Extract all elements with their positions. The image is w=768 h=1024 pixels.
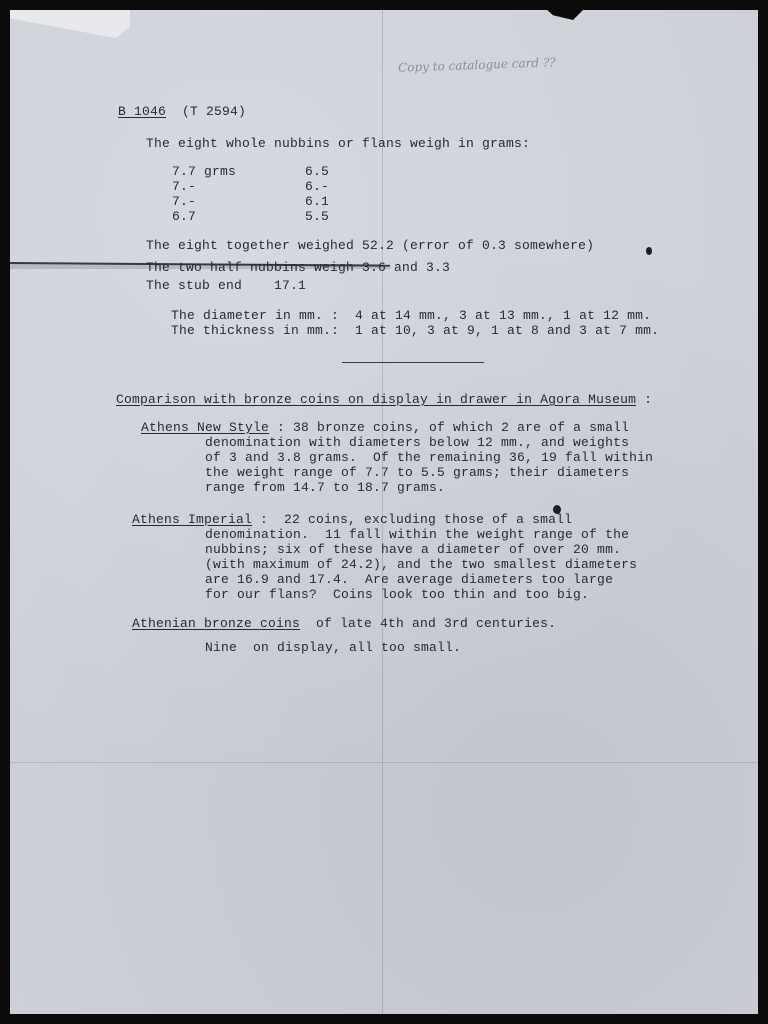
comparison-heading-text: Comparison with bronze coins on display in drawer in Agora Museum xyxy=(116,392,637,407)
weight-col2-0: 6.5 xyxy=(305,164,330,179)
new-style-line-4: range from 14.7 to 18.7 grams. xyxy=(205,480,446,495)
section-divider xyxy=(342,362,484,363)
athenian-line xyxy=(132,616,556,631)
comparison-heading xyxy=(116,392,652,407)
torn-corner xyxy=(10,10,130,38)
imperial-line-0 xyxy=(132,512,572,527)
stub-line xyxy=(146,278,306,293)
new-style-line-2: of 3 and 3.8 grams. Of the remaining 36, 19 fall within xyxy=(205,450,654,465)
imperial-line-4: are 16.9 and 17.4. Are average diameters too large xyxy=(205,572,614,587)
paper-nick xyxy=(545,8,585,20)
imperial-label: Athens Imperial xyxy=(132,512,253,527)
weight-col2-3: 5.5 xyxy=(305,209,330,224)
new-style-line-1: denomination with diameters below 12 mm., and weights xyxy=(205,435,630,450)
weight-col1-1: 7.- xyxy=(172,179,197,194)
imperial-line-5: for our flans? Coins look too thin and too big. xyxy=(205,587,590,602)
stub-value: 17.1 xyxy=(274,278,307,293)
half-nubbins-line: The two half nubbins weigh 3.6 and 3.3 xyxy=(146,260,451,275)
intro-line: The eight whole nubbins or flans weigh in grams: xyxy=(146,136,531,151)
imperial-line-1: denomination. 11 fall within the weight range of the xyxy=(205,527,630,542)
athenian-note: Nine on display, all too small. xyxy=(205,640,462,655)
document-page xyxy=(10,10,758,1014)
together-line: The eight together weighed 52.2 (error of 0.3 somewhere) xyxy=(146,238,595,253)
weight-col1-2: 7.- xyxy=(172,194,197,209)
ink-blot xyxy=(646,247,652,255)
inventory-ref: (T 2594) xyxy=(182,104,247,119)
new-style-label: Athens New Style xyxy=(141,420,270,435)
handwritten-note: Copy to catalogue card ?? xyxy=(397,55,556,75)
new-style-line-0 xyxy=(141,420,629,435)
stub-label: The stub end xyxy=(146,278,243,293)
imperial-line-3: (with maximum of 24.2), and the two smallest diameters xyxy=(205,557,638,572)
weight-col1-3: 6.7 xyxy=(172,209,197,224)
new-style-line-3: the weight range of 7.7 to 5.5 grams; their diameters xyxy=(205,465,630,480)
athenian-suffix: of late 4th and 3rd centuries. xyxy=(300,616,557,631)
horizontal-fold xyxy=(10,762,758,763)
catalog-ref: B 1046 xyxy=(118,104,167,119)
weight-col2-1: 6.- xyxy=(305,179,330,194)
imperial-line-2: nubbins; six of these have a diameter of over 20 mm. xyxy=(205,542,622,557)
imperial-text-0: : 22 coins, excluding those of a small xyxy=(252,512,573,527)
thickness-line: The thickness in mm.: 1 at 10, 3 at 9, 1 at 8 and 3 at 7 mm. xyxy=(171,323,660,338)
new-style-text-0: : 38 bronze coins, of which 2 are of a small xyxy=(269,420,630,435)
athenian-label: Athenian bronze coins xyxy=(132,616,301,631)
comparison-heading-suffix: : xyxy=(636,392,653,407)
header-line xyxy=(118,104,246,119)
diameter-line: The diameter in mm. : 4 at 14 mm., 3 at 13 mm., 1 at 12 mm. xyxy=(171,308,652,323)
weight-col1-0: 7.7 grms xyxy=(172,164,237,179)
weight-col2-2: 6.1 xyxy=(305,194,330,209)
